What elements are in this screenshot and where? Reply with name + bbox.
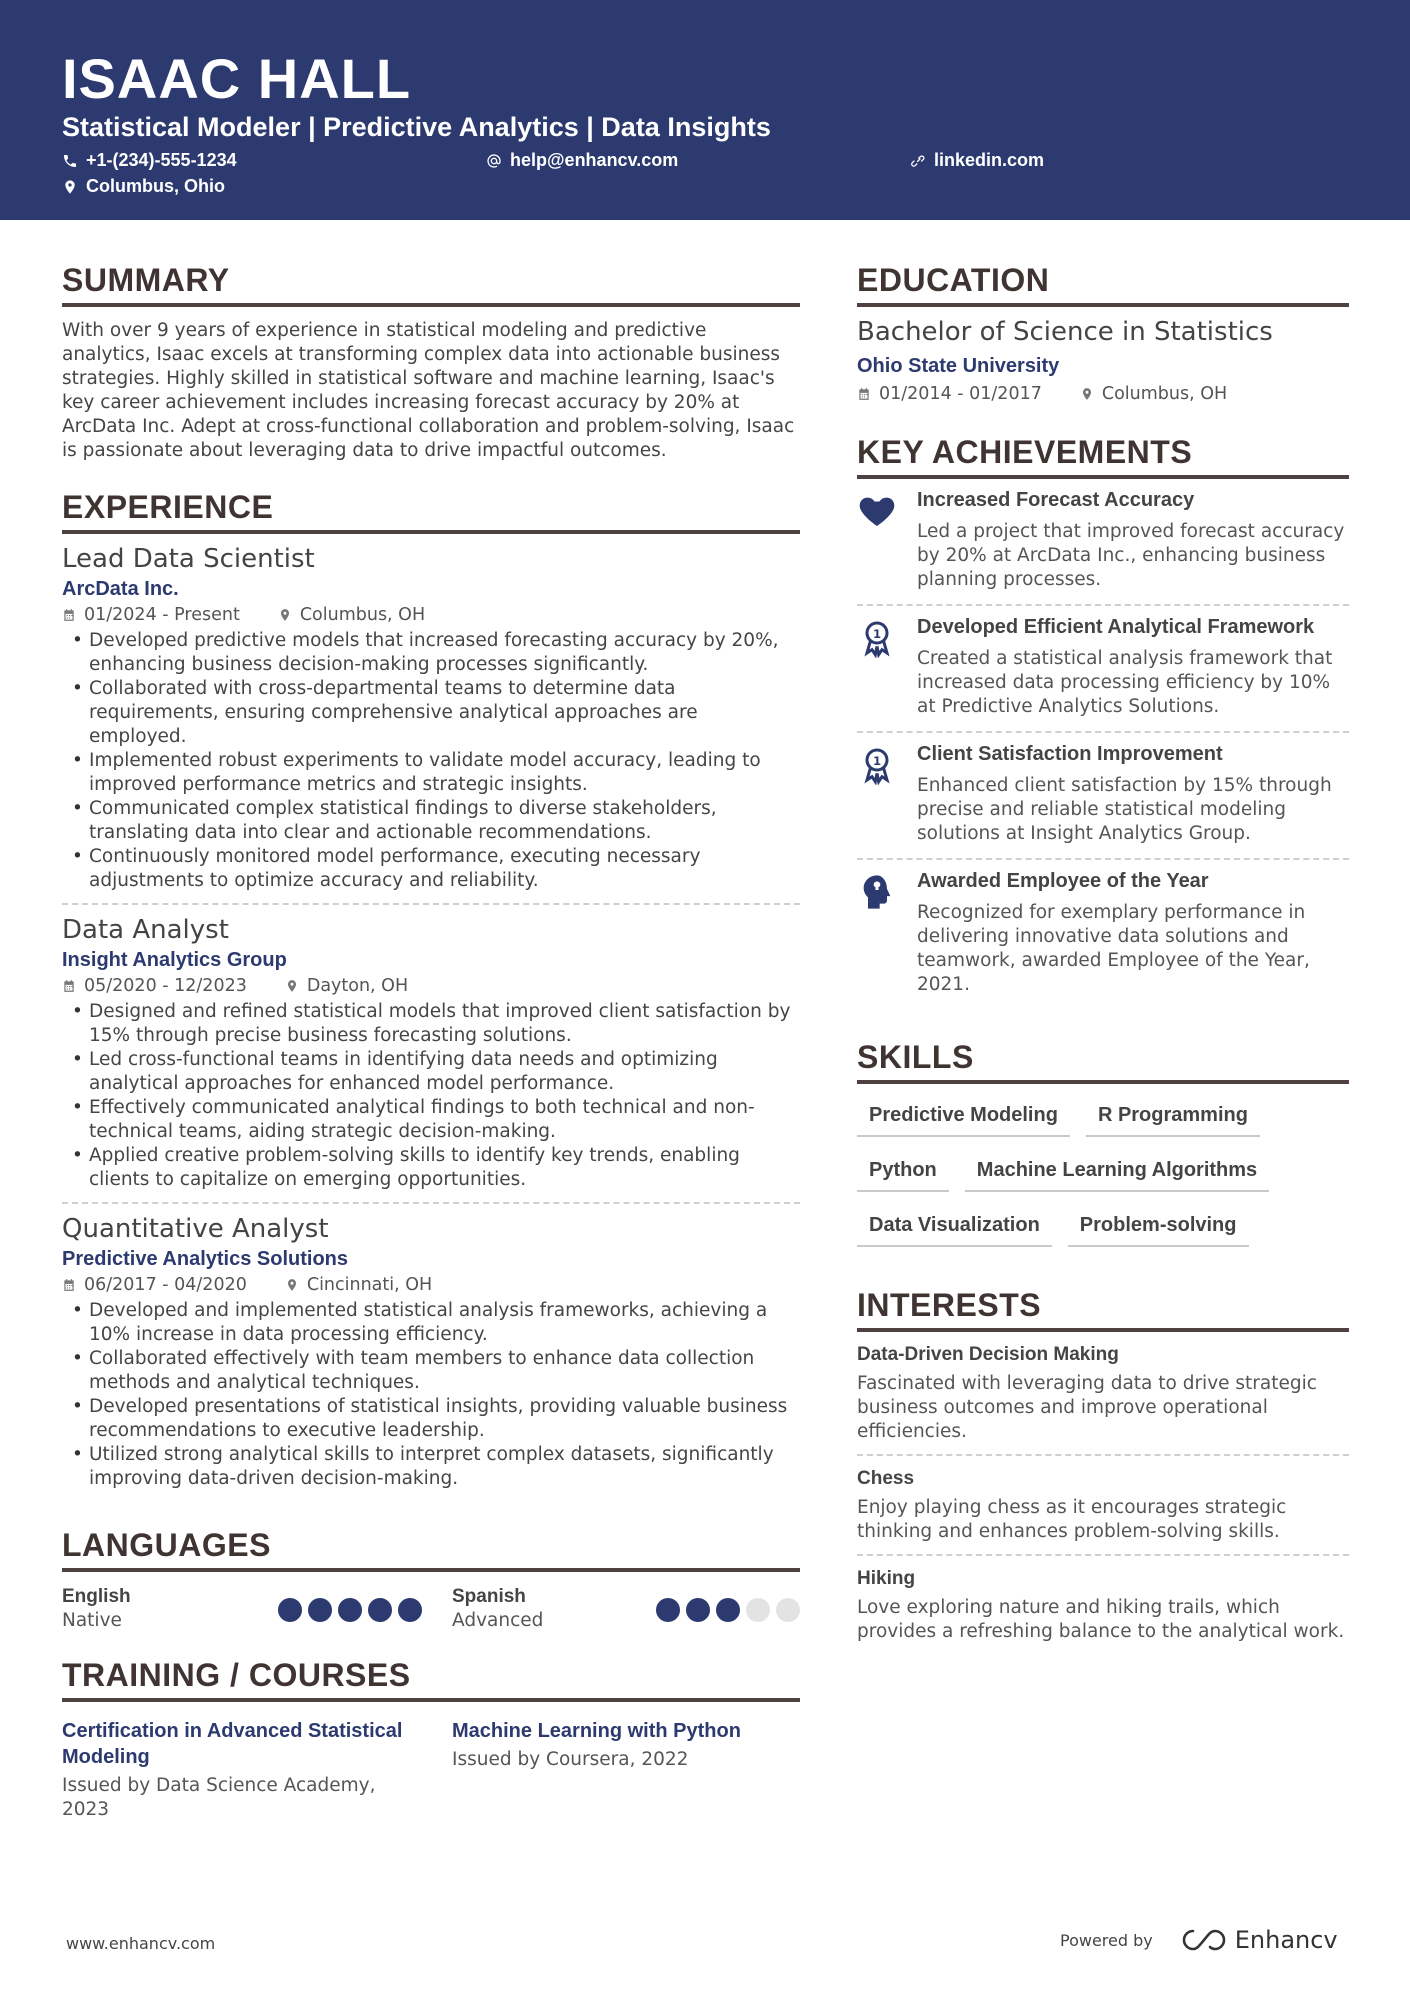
at-icon: [486, 153, 502, 169]
achievement-item: [857, 606, 1349, 733]
calendar-icon: [857, 387, 871, 401]
location-pin-icon: [62, 179, 78, 195]
course-item: [452, 1718, 800, 1822]
rating-dot-empty: [776, 1598, 800, 1622]
course-issuer: Issued by Coursera, 2022: [452, 1749, 689, 1770]
rating-dot-filled: [656, 1598, 680, 1622]
job-bullet: • Effectively communicated analytical findings to both technical and non-technical teams, aiding strategic decision-making.: [62, 1096, 800, 1144]
brand-name: Enhancv: [1234, 1926, 1338, 1954]
language-level: Advanced: [452, 1610, 544, 1631]
interests-section: [857, 1287, 1349, 1654]
job-title: Lead Data Scientist: [62, 544, 315, 574]
skill-tag: Python: [857, 1153, 949, 1192]
job-dates: 01/2024 - Present: [84, 605, 240, 625]
job-bullet: • Led cross-functional teams in identifying data needs and optimizing analytical approaches for enhanced model performance.: [62, 1048, 800, 1096]
job-bullets: [62, 629, 800, 893]
interest-desc: Love exploring nature and hiking trails, which provides a refreshing balance to the analytical work.: [857, 1597, 1345, 1642]
job-dates: 06/2017 - 04/2020: [84, 1275, 247, 1295]
interest-desc: Enjoy playing chess as it encourages strategic thinking and enhances problem-solving skills.: [857, 1497, 1287, 1542]
job-title: Data Analyst: [62, 915, 229, 945]
achievement-item: [857, 860, 1349, 1009]
education-dates: 01/2014 - 01/2017: [879, 384, 1042, 404]
job-bullet: • Implemented robust experiments to validate model accuracy, leading to improved performance metrics and strategic insights.: [62, 749, 800, 797]
rating-dot-filled: [278, 1598, 302, 1622]
achievement-title: Developed Efficient Analytical Framework: [917, 616, 1315, 638]
svg-text:1: 1: [872, 754, 882, 768]
interest-title: Hiking: [857, 1568, 916, 1589]
achievement-title: Awarded Employee of the Year: [917, 870, 1209, 892]
rating-dot-empty: [746, 1598, 770, 1622]
rating-dot-filled: [338, 1598, 362, 1622]
language-item: [452, 1586, 800, 1631]
job-entry: [62, 534, 800, 905]
contact-location: [62, 176, 225, 197]
course-item: [62, 1718, 452, 1822]
brand-logo[interactable]: [1181, 1926, 1338, 1954]
contact-email[interactable]: [486, 150, 678, 171]
achievement-desc: Recognized for exemplary performance in delivering innovative data solutions and teamwork, awarded Employee of the Year, 2021.: [917, 902, 1310, 995]
achievements-heading: KEY ACHIEVEMENTS: [857, 434, 1349, 479]
achievements-section: [857, 434, 1349, 1009]
job-bullet: • Collaborated with cross-departmental teams to determine data requirements, ensuring comprehensive analytical approaches are employed.: [62, 677, 800, 749]
achievement-title: Increased Forecast Accuracy: [917, 489, 1195, 511]
language-name: Spanish: [452, 1586, 526, 1607]
achievement-title: Client Satisfaction Improvement: [917, 743, 1223, 765]
contact-phone: [62, 150, 237, 171]
summary-section: [62, 262, 800, 463]
education-meta: [857, 384, 1349, 404]
job-bullet: • Developed and implemented statistical analysis frameworks, achieving a 10% increase in data processing efficiency.: [62, 1299, 800, 1347]
interest-title: Data-Driven Decision Making: [857, 1344, 1119, 1365]
job-bullet: • Collaborated effectively with team members to enhance data collection methods and analytical techniques.: [62, 1347, 800, 1395]
heart-icon: [857, 491, 897, 531]
contact-link[interactable]: [910, 150, 1044, 171]
skill-tag: Problem-solving: [1068, 1208, 1249, 1247]
location-pin-icon: [278, 608, 292, 622]
skill-tag: Machine Learning Algorithms: [965, 1153, 1269, 1192]
skill-tag: Data Visualization: [857, 1208, 1052, 1247]
job-bullet: • Developed predictive models that increased forecasting accuracy by 20%, enhancing business decision-making processes significantly.: [62, 629, 800, 677]
rating-dot-filled: [368, 1598, 392, 1622]
job-company: ArcData Inc.: [62, 578, 179, 600]
interest-item: [857, 1332, 1349, 1456]
summary-text: With over 9 years of experience in statistical modeling and predictive analytics, Isaac excels at transforming complex data into actionable business strategies. Highly skilled in statistical software and machine learning, Isaac's key career achievement includes increasing forecast accuracy by 20% at ArcData Inc. Adept at cross-functional collaboration and problem-solving, Isaac is passionate about leveraging data to drive impactful outcomes.: [62, 320, 795, 461]
link-icon: [910, 153, 926, 169]
job-entry: [62, 905, 800, 1204]
course-title: Machine Learning with Python: [452, 1720, 741, 1742]
location-text: Columbus, Ohio: [86, 176, 225, 196]
language-level: Native: [62, 1610, 122, 1631]
experience-heading: EXPERIENCE: [62, 489, 800, 534]
job-meta: [62, 976, 800, 996]
training-heading: TRAINING / COURSES: [62, 1657, 800, 1702]
education-section: [857, 262, 1349, 404]
job-company: Insight Analytics Group: [62, 949, 287, 971]
email-text[interactable]: help@enhancv.com: [510, 150, 679, 170]
svg-text:1: 1: [872, 627, 882, 641]
education-location: Columbus, OH: [1101, 384, 1228, 404]
job-company: Predictive Analytics Solutions: [62, 1248, 349, 1270]
job-meta: [62, 1275, 800, 1295]
calendar-icon: [62, 979, 76, 993]
footer-branding: [1060, 1926, 1338, 1954]
interests-heading: INTERESTS: [857, 1287, 1349, 1332]
calendar-icon: [62, 608, 76, 622]
left-column: [62, 262, 800, 1848]
powered-by-text: Powered by: [1060, 1930, 1153, 1950]
interest-title: Chess: [857, 1468, 915, 1489]
interest-desc: Fascinated with leveraging data to drive strategic business outcomes and improve operational efficiencies.: [857, 1373, 1317, 1442]
calendar-icon: [62, 1278, 76, 1292]
head-brain-icon: [857, 872, 897, 912]
language-name: English: [62, 1586, 131, 1607]
skill-tag: R Programming: [1086, 1098, 1260, 1137]
achievement-desc: Led a project that improved forecast accuracy by 20% at ArcData Inc., enhancing business planning processes.: [917, 521, 1345, 590]
skills-section: [857, 1039, 1349, 1247]
location-pin-icon: [285, 979, 299, 993]
experience-section: [62, 489, 800, 1501]
job-bullet: • Designed and refined statistical models that improved client satisfaction by 15% through precise business forecasting solutions.: [62, 1000, 800, 1048]
job-bullet: • Applied creative problem-solving skills to identify key trends, enabling clients to capitalize on emerging opportunities.: [62, 1144, 800, 1192]
summary-heading: SUMMARY: [62, 262, 800, 307]
language-rating: [656, 1598, 800, 1631]
skills-list: [857, 1098, 1349, 1247]
award-ribbon-icon: [857, 618, 897, 658]
achievement-item: [857, 479, 1349, 606]
achievement-desc: Enhanced client satisfaction by 15% through precise and reliable statistical modeling solutions at Insight Analytics Group.: [917, 775, 1332, 844]
job-bullets: [62, 1299, 800, 1491]
languages-section: [62, 1527, 800, 1631]
enhancv-logo-icon: [1181, 1927, 1227, 1953]
job-title: Quantitative Analyst: [62, 1214, 329, 1244]
interest-item: [857, 1556, 1349, 1654]
rating-dot-filled: [716, 1598, 740, 1622]
location-pin-icon: [1080, 387, 1094, 401]
job-bullet: • Continuously monitored model performance, executing necessary adjustments to optimize accuracy and reliability.: [62, 845, 800, 893]
skills-heading: SKILLS: [857, 1039, 1349, 1084]
phone-text: +1-(234)-555-1234: [86, 150, 237, 170]
job-location: Columbus, OH: [299, 605, 426, 625]
language-item: [62, 1586, 452, 1631]
job-bullet: • Utilized strong analytical skills to interpret complex datasets, significantly improving data-driven decision-making.: [62, 1443, 800, 1491]
job-meta: [62, 605, 800, 625]
job-location: Dayton, OH: [306, 976, 409, 996]
education-heading: EDUCATION: [857, 262, 1349, 307]
education-degree: Bachelor of Science in Statistics: [857, 317, 1273, 347]
interest-item: [857, 1456, 1349, 1556]
phone-icon: [62, 153, 78, 169]
skill-tag: Predictive Modeling: [857, 1098, 1070, 1137]
rating-dot-filled: [308, 1598, 332, 1622]
education-school: Ohio State University: [857, 355, 1060, 377]
job-dates: 05/2020 - 12/2023: [84, 976, 247, 996]
rating-dot-filled: [398, 1598, 422, 1622]
footer-website[interactable]: www.enhancv.com: [66, 1934, 216, 1953]
job-location: Cincinnati, OH: [306, 1275, 433, 1295]
course-issuer: Issued by Data Science Academy, 2023: [62, 1775, 376, 1820]
link-text[interactable]: linkedin.com: [934, 150, 1045, 170]
achievement-desc: Created a statistical analysis framework that increased data processing efficiency by 10% at Predictive Analytics Solutions.: [917, 648, 1333, 717]
award-ribbon-icon: [857, 745, 897, 785]
course-title: Certification in Advanced Statistical Modeling: [62, 1720, 403, 1768]
location-pin-icon: [285, 1278, 299, 1292]
language-rating: [278, 1598, 422, 1631]
candidate-headline: Statistical Modeler | Predictive Analytics | Data Insights: [62, 112, 771, 142]
job-bullet: • Developed presentations of statistical insights, providing valuable business recommendations to executive leadership.: [62, 1395, 800, 1443]
job-bullet: • Communicated complex statistical findings to diverse stakeholders, translating data into clear and actionable recommendations.: [62, 797, 800, 845]
candidate-name: ISAAC HALL: [62, 47, 412, 110]
rating-dot-filled: [686, 1598, 710, 1622]
job-entry: [62, 1204, 800, 1501]
training-section: [62, 1657, 800, 1822]
achievement-item: [857, 733, 1349, 860]
resume-header: [0, 0, 1410, 220]
right-column: [857, 262, 1349, 1680]
job-bullets: [62, 1000, 800, 1192]
languages-heading: LANGUAGES: [62, 1527, 800, 1572]
